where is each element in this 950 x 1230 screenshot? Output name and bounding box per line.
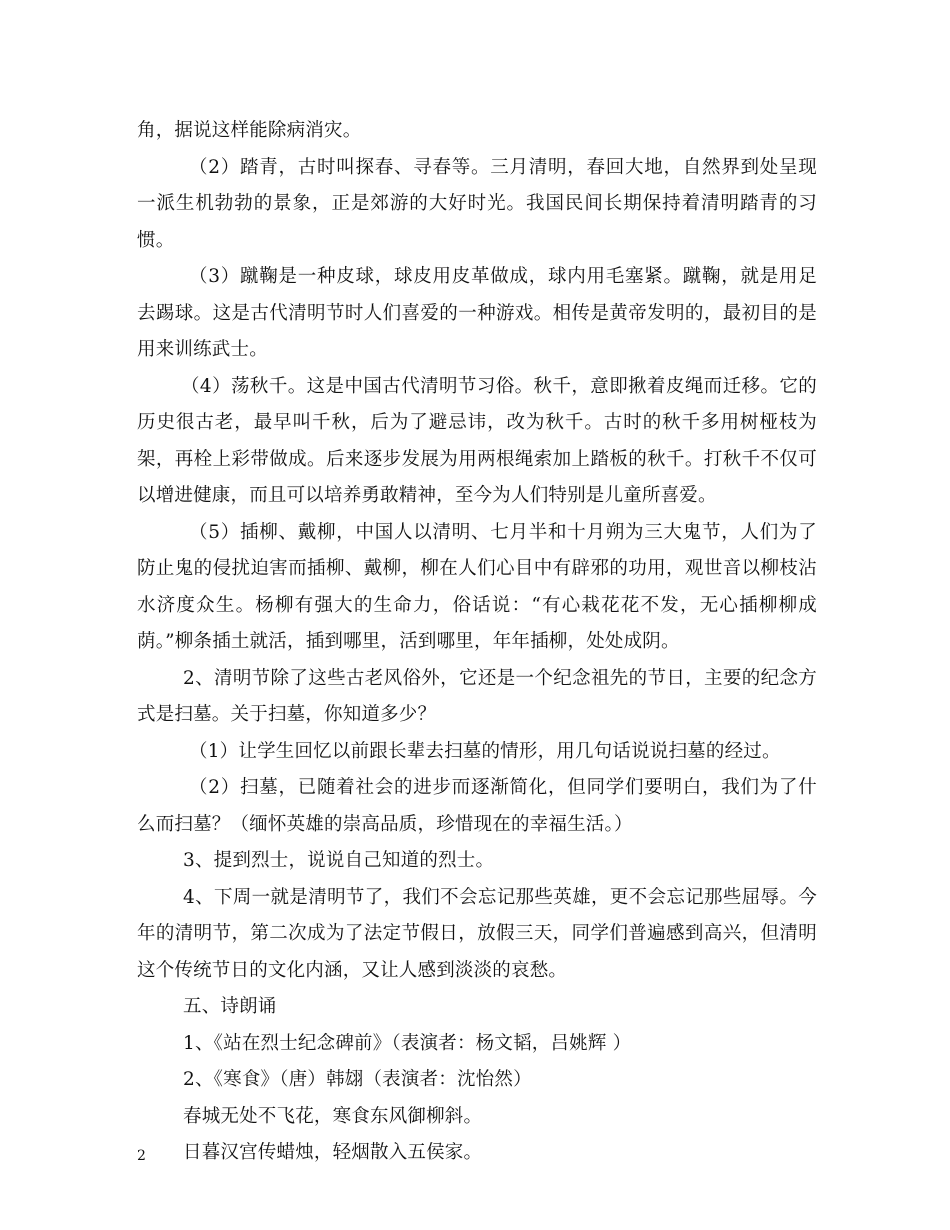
poem-line-2: 日暮汉宫传蜡烛，轻烟散入五侯家。 [183,1142,483,1163]
paragraph-willow: （5）插柳、戴柳，中国人以清明、七月半和十月朔为三大鬼节，人们为了防止鬼的侵扰迫害而插柳、戴柳，柳在人们心目中有辟邪的功用，观世音以柳枝沾水济度众生。杨柳有强大的生命力，俗话说：“有心栽花花不发，无心插柳柳成荫。”柳条插土就活，插到哪里，活到哪里，年年插柳，处处成阴。 [137,521,817,652]
paragraph-martyrs: 3、提到烈士，说说自己知道的烈士。 [183,850,495,871]
poem-item-1: 1、《站在烈士纪念碑前》（表演者：杨文韬，吕姚辉 ） [183,1032,632,1054]
paragraph-swing: （4）荡秋千。这是中国古代清明节习俗。秋千，意即揪着皮绳而迁移。它的历史很古老，最早叫千秋，后为了避忌讳，改为秋千。古时的秋千多用树桠枝为架，再栓上彩带做成。后来逐步发展为用两根绳索加上踏板的秋千。打秋千不仅可以增进健康，而且可以培养勇敢精神，至今为人们特别是儿童所喜爱。 [137,375,817,506]
poem-line-1: 春城无处不飞花，寒食东风御柳斜。 [183,1105,483,1127]
paragraph-tomb-sweeping: 2、清明节除了这些古老风俗外，它还是一个纪念祖先的节日，主要的纪念方式是扫墓。关于扫墓，你知道多少？ [137,667,817,725]
paragraph-holiday: 4、下周一就是清明节了，我们不会忘记那些英雄，更不会忘记那些屈辱。今年的清明节，第二次成为了法定节假日，放假三天，同学们普遍感到高兴，但清明这个传统节日的文化内涵，又让人感到淡淡的哀愁。 [137,886,817,981]
page-number: 2 [137,1148,146,1164]
paragraph-continuation: 角，据说这样能除病消灾。 [137,120,362,141]
paragraph-taqing: （2）踏青，古时叫探春、寻春等。三月清明，春回大地，自然界到处呈现一派生机勃勃的景象，正是郊游的大好时光。我国民间长期保持着清明踏青的习惯。 [137,156,817,251]
paragraph-cuju: （3）蹴鞠是一种皮球，球皮用皮革做成，球内用毛塞紧。蹴鞠，就是用足去踢球。这是古代清明节时人们喜爱的一种游戏。相传是黄帝发明的，最初目的是用来训练武士。 [137,266,817,360]
poem-item-2: 2、《寒食》（唐）韩翃（表演者：沈怡然） [183,1069,532,1090]
section-heading-poetry: 五、诗朗诵 [183,996,277,1017]
paragraph-purpose: （2）扫墓，已随着社会的进步而逐渐简化，但同学们要明白，我们为了什么而扫墓？（缅怀英雄的崇高品质，珍惜现在的幸福生活。） [137,777,817,835]
paragraph-recall: （1）让学生回忆以前跟长辈去扫墓的情形，用几句话说说扫墓的经过。 [189,740,781,762]
document-body [137,113,817,1172]
